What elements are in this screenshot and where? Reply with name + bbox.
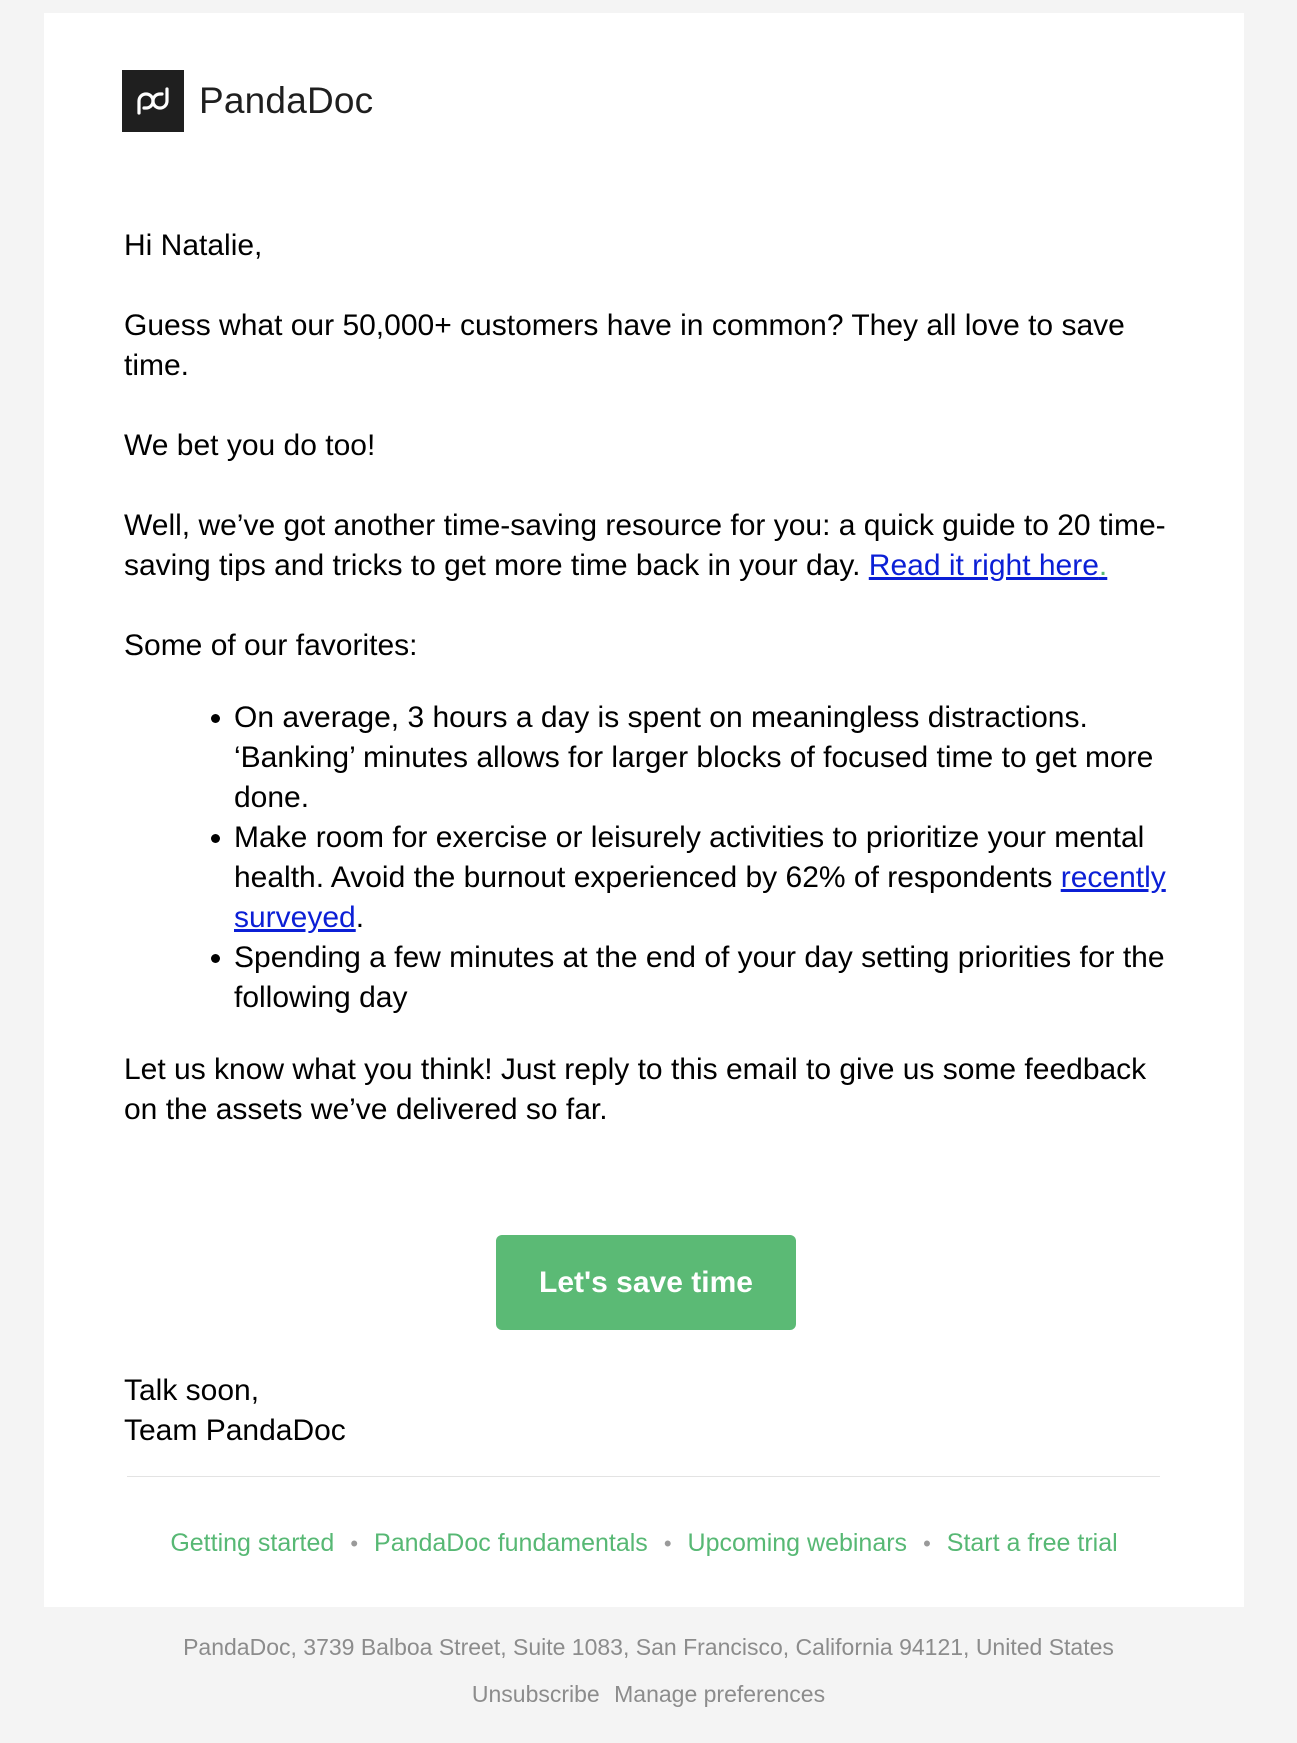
read-guide-link[interactable] (869, 549, 1107, 582)
cta-container (44, 1235, 1244, 1330)
read-guide-link-label: Read it right here (868, 549, 1099, 582)
email-preferences (0, 1677, 1297, 1711)
feedback-paragraph: Let us know what you think! Just reply to this email to give us some feedback on the assets we’ve delivered so far. (124, 1053, 1147, 1126)
unsubscribe-link[interactable]: Unsubscribe (471, 1681, 600, 1707)
greeting: Hi Natalie, (124, 229, 263, 262)
resource-paragraph (124, 506, 1174, 586)
recently-surveyed-link[interactable]: recently surveyed (234, 861, 1166, 934)
footer-link-fundamentals[interactable]: PandaDoc fundamentals (374, 1529, 648, 1557)
company-address: PandaDoc, 3739 Balboa Street, Suite 1083, San Francisco, California 94121, United States (183, 1634, 1114, 1660)
list-item (234, 818, 1174, 938)
bet-paragraph: We bet you do too! (124, 429, 376, 462)
footer-links (44, 1525, 1244, 1562)
email-card (44, 13, 1244, 1607)
favorites-list (124, 698, 1174, 1018)
footer-link-webinars[interactable]: Upcoming webinars (687, 1529, 908, 1557)
read-guide-link-tail: . (1098, 549, 1108, 582)
bullet-text: Make room for exercise or leisurely activities to prioritize your mental health. Avoid the burnout experienced by 62% of respondents (234, 821, 1145, 894)
footer-divider (127, 1476, 1160, 1477)
list-item (234, 938, 1174, 1018)
footer-separator: • (923, 1531, 931, 1556)
footer-separator: • (350, 1531, 359, 1556)
logo-text: PandaDoc (199, 80, 374, 121)
footer-link-getting-started[interactable]: Getting started (170, 1529, 335, 1557)
resource-text: Well, we’ve got another time-saving resource for you: a quick guide to 20 time-saving tips and tricks to get more time back in your day. (124, 509, 1166, 582)
bullet-text: Spending a few minutes at the end of your day setting priorities for the following day (234, 941, 1165, 1014)
intro-paragraph: Guess what our 50,000+ customers have in common? They all love to save time. (124, 309, 1125, 382)
pandadoc-logo[interactable] (122, 70, 373, 132)
signoff-team: Team PandaDoc (124, 1414, 346, 1447)
save-time-button[interactable]: Let's save time (496, 1235, 796, 1330)
favorites-intro: Some of our favorites: (124, 629, 418, 662)
footer-link-free-trial[interactable]: Start a free trial (946, 1529, 1118, 1557)
email-body (124, 226, 1174, 1130)
signoff-line: Talk soon, (124, 1374, 260, 1407)
list-item (234, 698, 1174, 818)
signoff (124, 1371, 346, 1451)
footer-separator: • (663, 1531, 672, 1556)
pandadoc-logo-icon (122, 70, 184, 132)
bullet-text: On average, 3 hours a day is spent on meaningless distractions. ‘Banking’ minutes allows for larger blocks of focused time to get more done. (234, 701, 1154, 814)
bullet-text-tail: . (355, 901, 365, 934)
manage-preferences-link[interactable]: Manage preferences (614, 1681, 826, 1707)
